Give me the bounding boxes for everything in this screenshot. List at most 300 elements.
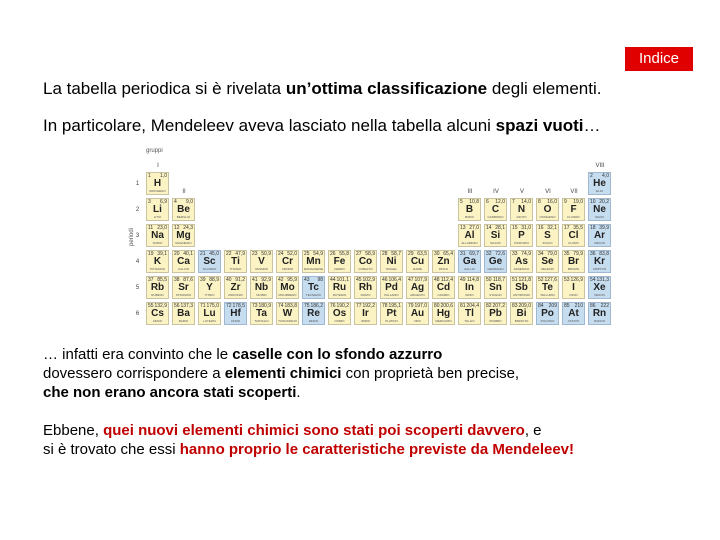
element-symbol: Fe xyxy=(333,256,346,267)
element-cell-ge xyxy=(484,250,507,273)
element-cell-bi xyxy=(510,302,533,325)
element-symbol: Ir xyxy=(362,308,369,319)
atomic-mass: 10,8 xyxy=(469,199,479,205)
atomic-number: 14 xyxy=(486,225,492,231)
element-name: POTASSIO xyxy=(149,267,166,271)
element-cell-rh xyxy=(354,276,377,299)
element-symbol: Cu xyxy=(410,256,425,267)
atomic-number: 4 xyxy=(174,199,177,205)
element-symbol: Ca xyxy=(177,256,190,267)
atomic-mass: 180,9 xyxy=(258,303,271,309)
atomic-number: 39 xyxy=(200,277,206,283)
element-symbol: K xyxy=(153,256,162,267)
atomic-number: 41 xyxy=(252,277,258,283)
element-name: ARSENICO xyxy=(513,267,530,271)
atomic-mass: 178,5 xyxy=(232,303,245,309)
atomic-number: 43 xyxy=(304,277,310,283)
atomic-number: 16 xyxy=(538,225,544,231)
atomic-number: 51 xyxy=(512,277,518,283)
atomic-mass: 102,9 xyxy=(362,277,375,283)
element-symbol: Au xyxy=(410,308,425,319)
atomic-number: 9 xyxy=(564,199,567,205)
atomic-mass: 195,1 xyxy=(388,303,401,309)
element-name: AFNIO xyxy=(230,319,241,323)
element-symbol: Kr xyxy=(593,256,606,267)
atomic-mass: 23,0 xyxy=(157,225,167,231)
element-name: ZIRCONIO xyxy=(228,293,243,297)
emphasis-discovered: quei nuovi elementi chimici sono stati poi scoperti davvero xyxy=(103,422,525,439)
atomic-mass: 74,9 xyxy=(521,251,531,257)
element-cell-ga xyxy=(458,250,481,273)
atomic-number: 44 xyxy=(330,277,336,283)
element-cell-sn xyxy=(484,276,507,299)
atomic-number: 83 xyxy=(512,303,518,309)
atomic-number: 18 xyxy=(590,225,596,231)
element-name: COBALTO xyxy=(358,267,373,271)
atomic-number: 19 xyxy=(148,251,154,257)
element-cell-mg xyxy=(172,224,195,247)
element-symbol: Re xyxy=(307,308,320,319)
element-cell-as xyxy=(510,250,533,273)
atomic-mass: 183,8 xyxy=(284,303,297,309)
atomic-number: 33 xyxy=(512,251,518,257)
atomic-number: 6 xyxy=(486,199,489,205)
period-number: 5 xyxy=(135,285,140,291)
element-name: SILICIO xyxy=(490,241,501,245)
element-symbol: O xyxy=(543,204,552,215)
element-name: MAGNESIO xyxy=(175,241,192,245)
element-cell-w xyxy=(276,302,299,325)
element-symbol: Ag xyxy=(410,282,425,293)
element-name: ALLUMINIO xyxy=(461,241,478,245)
element-name: NIOBIO xyxy=(256,293,267,297)
element-name: TECNEZIO xyxy=(305,293,322,297)
atomic-number: 5 xyxy=(460,199,463,205)
atomic-number: 54 xyxy=(590,277,596,283)
element-name: MOLIBDENO xyxy=(278,293,297,297)
element-symbol: Hg xyxy=(436,308,451,319)
element-symbol: Be xyxy=(177,204,190,215)
element-symbol: Cr xyxy=(281,256,294,267)
element-cell-c xyxy=(484,198,507,221)
element-symbol: Bi xyxy=(516,308,527,319)
element-name: BERILLIO xyxy=(176,215,191,219)
element-symbol: Ru xyxy=(332,282,347,293)
element-cell-f xyxy=(562,198,585,221)
periodic-table xyxy=(129,148,616,330)
element-symbol: Ti xyxy=(231,256,240,267)
atomic-mass: 52,0 xyxy=(287,251,297,257)
element-cell-at xyxy=(562,302,585,325)
atomic-mass: 50,9 xyxy=(261,251,271,257)
element-name: BORO xyxy=(465,215,474,219)
atomic-number: 50 xyxy=(486,277,492,283)
group-label: II xyxy=(182,189,186,195)
element-name: IRIDIO xyxy=(360,319,371,323)
element-symbol: Na xyxy=(151,230,164,241)
element-cell-h xyxy=(146,172,169,195)
atomic-mass: 20,2 xyxy=(599,199,609,205)
element-symbol: Tl xyxy=(465,308,474,319)
element-symbol: P xyxy=(518,230,525,241)
indice-button[interactable]: Indice xyxy=(625,47,693,71)
atomic-number: 80 xyxy=(434,303,440,309)
atomic-number: 17 xyxy=(564,225,570,231)
atomic-mass: 1,0 xyxy=(160,173,167,179)
element-name: MERCURIO xyxy=(435,319,452,323)
emphasis-empty-spaces: spazi vuoti xyxy=(495,116,584,135)
element-name: STAGNO xyxy=(489,293,502,297)
element-cell-ta xyxy=(250,302,273,325)
atomic-mass: 192,2 xyxy=(362,303,375,309)
element-name: XENON xyxy=(594,293,605,297)
element-name: IODIO xyxy=(569,293,578,297)
atomic-mass: 204,4 xyxy=(466,303,479,309)
element-name: BARIO xyxy=(178,319,189,323)
element-cell-ar xyxy=(588,224,611,247)
element-symbol: F xyxy=(570,204,577,215)
element-cell-sb xyxy=(510,276,533,299)
atomic-mass: 207,2 xyxy=(492,303,505,309)
atomic-mass: 58,7 xyxy=(391,251,401,257)
atomic-mass: 27,0 xyxy=(469,225,479,231)
atomic-mass: 65,4 xyxy=(443,251,453,257)
element-cell-mo xyxy=(276,276,299,299)
element-cell-re xyxy=(302,302,325,325)
element-symbol: Al xyxy=(464,230,475,241)
element-cell-pt xyxy=(380,302,403,325)
element-cell-si xyxy=(484,224,507,247)
element-cell-na xyxy=(146,224,169,247)
atomic-number: 34 xyxy=(538,251,544,257)
element-symbol: Os xyxy=(332,308,347,319)
group-label: V xyxy=(519,189,524,195)
atomic-mass: 137,3 xyxy=(180,303,193,309)
element-symbol: Mo xyxy=(280,282,295,293)
element-cell-ni xyxy=(380,250,403,273)
element-name: RADON xyxy=(594,319,605,323)
element-name: CLORO xyxy=(568,241,579,245)
atomic-number: 28 xyxy=(382,251,388,257)
element-cell-hg xyxy=(432,302,455,325)
element-symbol: Y xyxy=(206,282,213,293)
element-cell-co xyxy=(354,250,377,273)
atomic-mass: 14,0 xyxy=(521,199,531,205)
element-symbol: Pd xyxy=(385,282,398,293)
element-symbol: He xyxy=(593,178,606,189)
element-cell-i xyxy=(562,276,585,299)
atomic-mass: 186,2 xyxy=(310,303,323,309)
element-symbol: Pt xyxy=(386,308,397,319)
element-symbol: At xyxy=(568,308,579,319)
element-symbol: H xyxy=(153,178,162,189)
element-symbol: Po xyxy=(541,308,554,319)
atomic-mass: 87,6 xyxy=(183,277,193,283)
element-symbol: Br xyxy=(567,256,580,267)
conclusion-paragraph: Ebbene, quei nuovi elementi chimici sono stati poi scoperti davvero, e si è trovato che essi hanno proprio le caratteristiche previste da Mendeleev! xyxy=(43,422,575,458)
atomic-mass: 63,5 xyxy=(417,251,427,257)
element-symbol: Xe xyxy=(593,282,606,293)
element-name: TALLIO xyxy=(464,319,475,323)
element-cell-kr xyxy=(588,250,611,273)
element-cell-o xyxy=(536,198,559,221)
element-cell-cl xyxy=(562,224,585,247)
element-cell-y xyxy=(198,276,221,299)
atomic-number: 37 xyxy=(148,277,154,283)
element-name: CROMO xyxy=(281,267,294,271)
element-symbol: N xyxy=(517,204,526,215)
element-name: PIOMBO xyxy=(489,319,502,323)
element-name: ELIO xyxy=(596,189,603,193)
atomic-mass: 40,1 xyxy=(183,251,193,257)
element-name: FERRO xyxy=(334,267,345,271)
emphasis-classification: un’ottima classificazione xyxy=(285,79,488,98)
element-symbol: Co xyxy=(358,256,373,267)
element-symbol: Pb xyxy=(489,308,502,319)
atomic-number: 46 xyxy=(382,277,388,283)
atomic-mass: 54,9 xyxy=(313,251,323,257)
atomic-mass: 35,5 xyxy=(573,225,583,231)
element-cell-ne xyxy=(588,198,611,221)
atomic-number: 36 xyxy=(590,251,596,257)
atomic-number: 86 xyxy=(590,303,596,309)
element-cell-p xyxy=(510,224,533,247)
atomic-mass: 79,9 xyxy=(573,251,583,257)
element-symbol: S xyxy=(544,230,551,241)
period-number: 4 xyxy=(135,259,140,265)
element-name: CADMIO xyxy=(437,293,450,297)
atomic-mass: 88,9 xyxy=(209,277,219,283)
element-symbol: Si xyxy=(490,230,501,241)
atomic-number: 2 xyxy=(590,173,593,179)
atomic-mass: 9,0 xyxy=(186,199,193,205)
atomic-mass: 200,6 xyxy=(440,303,453,309)
atomic-number: 30 xyxy=(434,251,440,257)
element-symbol: Nb xyxy=(254,282,269,293)
atomic-number: 3 xyxy=(148,199,151,205)
atomic-mass: 58,9 xyxy=(365,251,375,257)
atomic-mass: 19,0 xyxy=(573,199,583,205)
element-symbol: In xyxy=(465,282,474,293)
element-symbol: Hf xyxy=(230,308,241,319)
element-cell-ir xyxy=(354,302,377,325)
atomic-number: 11 xyxy=(148,225,154,231)
atomic-mass: 209,0 xyxy=(518,303,531,309)
atomic-number: 35 xyxy=(564,251,570,257)
element-cell-ag xyxy=(406,276,429,299)
atomic-mass: 39,9 xyxy=(599,225,609,231)
element-name: MANGANESE xyxy=(303,267,324,271)
element-symbol: Rb xyxy=(150,282,165,293)
atomic-mass: 31,0 xyxy=(521,225,531,231)
element-name: ARGENTO xyxy=(410,293,425,297)
element-name: SCANDIO xyxy=(202,267,217,271)
atomic-mass: 98 xyxy=(317,277,323,283)
atomic-number: 26 xyxy=(330,251,336,257)
element-name: RAME xyxy=(413,267,422,271)
element-symbol: Ne xyxy=(593,204,606,215)
element-name: LITIO xyxy=(153,215,162,219)
element-symbol: Ar xyxy=(593,230,606,241)
element-symbol: Sc xyxy=(203,256,216,267)
element-name: SODIO xyxy=(152,241,163,245)
element-symbol: Se xyxy=(541,256,554,267)
element-symbol: Ta xyxy=(256,308,267,319)
element-cell-he xyxy=(588,172,611,195)
element-name: CALCIO xyxy=(177,267,190,271)
groups-label: gruppi xyxy=(146,148,163,154)
atomic-mass: 118,7 xyxy=(492,277,505,283)
element-cell-ti xyxy=(224,250,247,273)
atomic-mass: 107,9 xyxy=(414,277,427,283)
atomic-mass: 79,0 xyxy=(547,251,557,257)
atomic-mass: 132,9 xyxy=(154,303,167,309)
element-name: FLUORO xyxy=(567,215,580,219)
element-name: IDROGENO xyxy=(149,189,166,193)
atomic-number: 75 xyxy=(304,303,310,309)
atomic-mass: 222 xyxy=(600,303,609,309)
element-cell-cu xyxy=(406,250,429,273)
element-cell-rn xyxy=(588,302,611,325)
element-symbol: As xyxy=(515,256,528,267)
atomic-mass: 12,0 xyxy=(495,199,505,205)
element-name: AZOTO xyxy=(516,215,527,219)
element-cell-zr xyxy=(224,276,247,299)
element-cell-li xyxy=(146,198,169,221)
emphasis-chemical-elements: elementi chimici xyxy=(224,365,342,382)
group-label: VI xyxy=(545,189,551,195)
element-cell-in xyxy=(458,276,481,299)
element-cell-lu xyxy=(198,302,221,325)
element-cell-ru xyxy=(328,276,351,299)
atomic-number: 77 xyxy=(356,303,362,309)
element-symbol: Ga xyxy=(462,256,477,267)
element-name: VANADIO xyxy=(254,267,269,271)
element-name: NEON xyxy=(595,215,604,219)
emphasis-not-discovered: che non erano ancora stati scoperti xyxy=(43,384,297,401)
atomic-number: 20 xyxy=(174,251,180,257)
atomic-number: 38 xyxy=(174,277,180,283)
element-cell-po xyxy=(536,302,559,325)
element-name: ZINCO xyxy=(438,267,449,271)
atomic-mass: 209 xyxy=(548,303,557,309)
element-name: BISMUTO xyxy=(514,319,529,323)
atomic-mass: 101,1 xyxy=(336,277,349,283)
element-name: RODIO xyxy=(360,293,371,297)
element-symbol: Rh xyxy=(358,282,373,293)
element-name: RENIO xyxy=(308,319,319,323)
atomic-number: 71 xyxy=(200,303,206,309)
atomic-number: 23 xyxy=(252,251,258,257)
element-cell-os xyxy=(328,302,351,325)
atomic-mass: 210 xyxy=(574,303,583,309)
group-label: VIII xyxy=(595,163,605,169)
element-symbol: Mg xyxy=(176,230,191,241)
atomic-number: 47 xyxy=(408,277,414,283)
atomic-number: 73 xyxy=(252,303,258,309)
atomic-number: 1 xyxy=(148,173,151,179)
atomic-number: 15 xyxy=(512,225,518,231)
element-name: TANTALIO xyxy=(254,319,269,323)
atomic-mass: 39,1 xyxy=(157,251,167,257)
element-cell-se xyxy=(536,250,559,273)
element-cell-mn xyxy=(302,250,325,273)
atomic-number: 74 xyxy=(278,303,284,309)
element-name: SELENIO xyxy=(540,267,554,271)
period-number: 6 xyxy=(135,311,140,317)
group-label: IV xyxy=(493,189,499,195)
element-symbol: Sb xyxy=(515,282,528,293)
atomic-number: 13 xyxy=(460,225,466,231)
atomic-number: 48 xyxy=(434,277,440,283)
element-cell-ba xyxy=(172,302,195,325)
element-symbol: Tc xyxy=(308,282,319,293)
atomic-number: 85 xyxy=(564,303,570,309)
atomic-number: 27 xyxy=(356,251,362,257)
atomic-mass: 83,8 xyxy=(599,251,609,257)
atomic-number: 32 xyxy=(486,251,492,257)
atomic-mass: 92,9 xyxy=(261,277,271,283)
atomic-mass: 190,2 xyxy=(336,303,349,309)
element-cell-fe xyxy=(328,250,351,273)
element-symbol: Zn xyxy=(437,256,450,267)
element-name: NICHEL xyxy=(385,267,397,271)
element-name: OSMIO xyxy=(334,319,345,323)
atomic-number: 56 xyxy=(174,303,180,309)
element-symbol: Cs xyxy=(151,308,164,319)
atomic-mass: 24,3 xyxy=(183,225,193,231)
atomic-mass: 91,2 xyxy=(235,277,245,283)
atomic-mass: 131,3 xyxy=(596,277,609,283)
element-name: BROMO xyxy=(567,267,580,271)
element-cell-xe xyxy=(588,276,611,299)
atomic-number: 31 xyxy=(460,251,466,257)
atomic-mass: 4,0 xyxy=(602,173,609,179)
element-cell-cs xyxy=(146,302,169,325)
element-cell-tc xyxy=(302,276,325,299)
atomic-number: 84 xyxy=(538,303,544,309)
atomic-mass: 197,0 xyxy=(414,303,427,309)
element-cell-te xyxy=(536,276,559,299)
element-symbol: Li xyxy=(153,204,162,215)
emphasis-mendeleev-predictions: hanno proprio le caratteristiche previste da Mendeleev! xyxy=(179,441,575,458)
element-symbol: I xyxy=(572,282,575,293)
atomic-number: 7 xyxy=(512,199,515,205)
element-cell-zn xyxy=(432,250,455,273)
atomic-number: 55 xyxy=(148,303,154,309)
atomic-number: 8 xyxy=(538,199,541,205)
element-name: RUTENIO xyxy=(332,293,347,297)
element-symbol: V xyxy=(258,256,265,267)
atomic-mass: 121,8 xyxy=(518,277,531,283)
element-cell-au xyxy=(406,302,429,325)
element-name: ITTRIO xyxy=(204,293,215,297)
element-cell-br xyxy=(562,250,585,273)
atomic-mass: 112,4 xyxy=(440,277,453,283)
atomic-mass: 85,5 xyxy=(157,277,167,283)
intro-paragraph: La tabella periodica si è rivelata un’ottima classificazione degli elementi. xyxy=(43,79,602,98)
atomic-mass: 55,8 xyxy=(339,251,349,257)
element-name: INDIO xyxy=(465,293,474,297)
element-name: CARBONIO xyxy=(487,215,504,219)
element-name: TITANIO xyxy=(229,267,242,271)
element-name: TELLURIO xyxy=(540,293,555,297)
period-number: 2 xyxy=(135,207,140,213)
element-cell-sr xyxy=(172,276,195,299)
atomic-number: 22 xyxy=(226,251,232,257)
element-symbol: Zr xyxy=(230,282,241,293)
element-name: OSSIGENO xyxy=(539,215,556,219)
